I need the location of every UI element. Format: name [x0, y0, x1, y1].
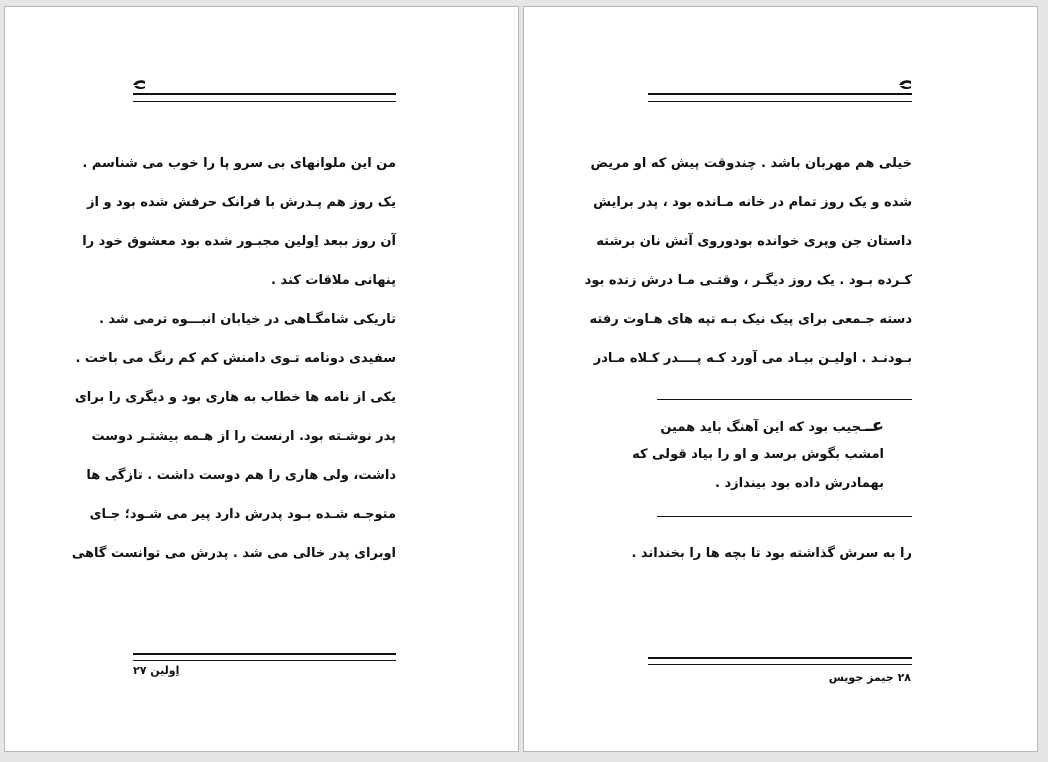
text-line: من این ملوانهای بی سرو پا را خوب می شناسم .	[82, 156, 396, 171]
text-line: پدر نوشـته بود. ارنست را از هـمه بیشتـر دوست	[91, 429, 396, 444]
text-line: یکی از نامه ها خطاب به هاری بود و دیگری را برای	[74, 390, 396, 405]
pull-quote-line	[660, 411, 884, 440]
text-line: را به سرش گذاشته بود تا بچه ها را بخنداند .	[631, 546, 912, 561]
pull-quote-text: ـجیب بود که این آهنگ باید همین	[660, 420, 866, 435]
pull-quote-line: امشب بگوش برسد و او را بیاد قولی که	[632, 447, 884, 462]
text-line: داشت، ولی هاری را هم دوست داشت . تازگی ها	[86, 468, 396, 483]
text-line: متوجـه شـده بـود پدرش دارد پیر می شـود؛ جـای	[89, 507, 396, 522]
pull-quote-line: بهمادرش داده بود بیندازد .	[715, 476, 884, 491]
pull-quote	[632, 411, 884, 498]
text-line: تاریکی شامگـاهی در خیابان انبـــوه ترمی شد .	[98, 312, 396, 327]
text-line: کـرده بـود . یک روز دیگـر ، وقتـی مـا درش زنده بود	[584, 273, 912, 288]
footer-rule	[648, 657, 912, 665]
pull-quote-initial: عـ	[865, 415, 884, 436]
page-footer: ۲۸ جیمز جویس	[828, 671, 911, 684]
quote-rule-bottom	[657, 516, 912, 517]
body-text-continued	[631, 534, 912, 573]
page-footer: اِولین ۲۷	[133, 664, 180, 677]
bird-ornament-icon	[898, 78, 912, 92]
header-rule	[133, 93, 396, 102]
text-line: خیلی هم مهربان باشد . چندوقت پیش که او مریض	[590, 156, 912, 171]
footer-rule	[133, 653, 396, 661]
quote-rule-top	[657, 399, 912, 400]
text-line: شده و یک روز تمام در خانه مـانده بود ، پدر برایش	[593, 195, 912, 210]
body-text	[71, 144, 396, 573]
page-right	[523, 6, 1038, 752]
bird-ornament-icon	[132, 78, 146, 92]
text-line: اوبرای پدر خالی می شد . پدرش می توانست گاهی	[71, 546, 396, 561]
text-line: سفیدی دونامه تـوی دامنش کم کم رنگ می باخت .	[75, 351, 396, 366]
text-line: داستان جن وپری خوانده بودوروی آتش نان برشته	[596, 234, 912, 249]
body-text	[584, 144, 912, 378]
text-line: آن روز ببعد اِولین مجبـور شده بود معشوق خود را	[82, 234, 396, 249]
text-line: دسته جـمعی برای پیک نیک بـه تپه های هـاوت رفته	[589, 312, 912, 327]
text-line: یک روز هم پـدرش با فرانک حرفش شده بود و از	[86, 195, 396, 210]
text-line: بـودنـد . اولیـن بیـاد می آورد کـه پــــدر کـلاه مـادر	[593, 351, 912, 366]
page-left	[4, 6, 519, 752]
header-rule	[648, 93, 912, 102]
text-line: پنهانی ملاقات کند .	[271, 273, 396, 288]
